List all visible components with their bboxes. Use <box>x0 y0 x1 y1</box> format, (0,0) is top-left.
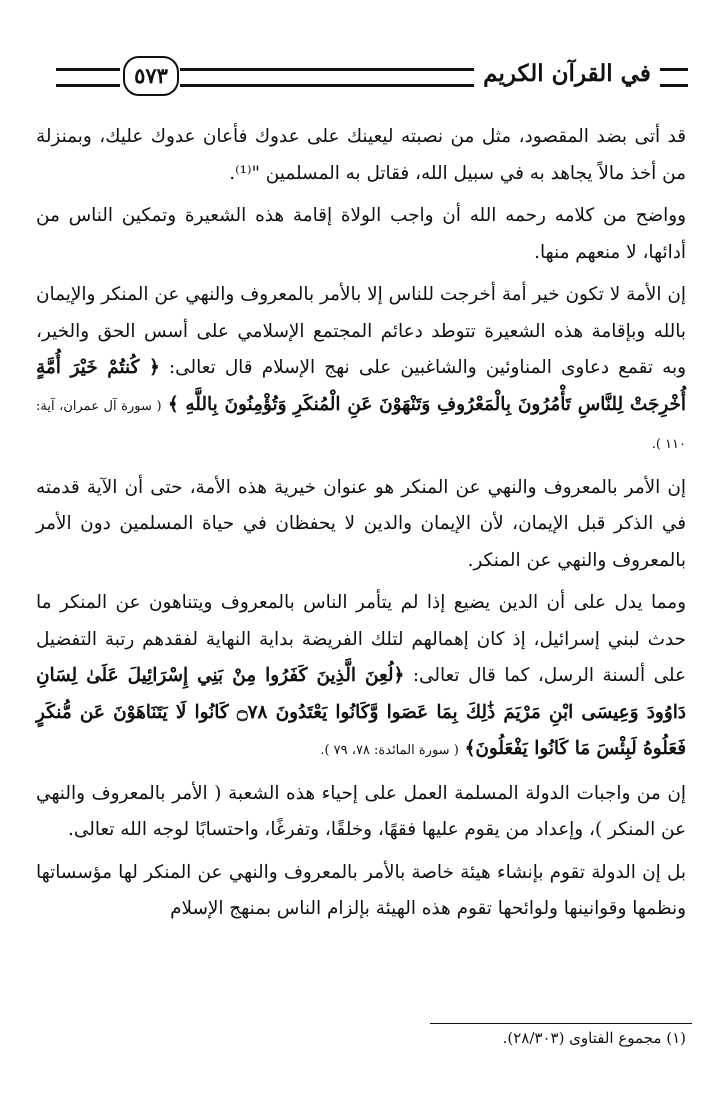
paragraph <box>36 585 686 770</box>
page-body <box>36 119 686 934</box>
quran-verse: ﴿ كُنتُمْ خَيْرَ أُمَّةٍ أُخْرِجَتْ لِلنَّاسِ تَأْمُرُونَ بِالْمَعْرُوفِ وَتَنْهَوْنَ عَنِ الْمُنكَرِ وَتُؤْمِنُونَ بِاللَّهِ ﴾ <box>36 357 686 415</box>
paragraph <box>36 470 686 580</box>
page-header <box>56 54 688 98</box>
paragraph <box>36 277 686 464</box>
paragraph-text: إن من واجبات الدولة المسلمة العمل على إحياء هذه الشعبة ( الأمر بالمعروف والنهي عن المنكر )، وإعداد من يقوم عليها فقهًا، وخلقًا، وتفرغًا، واحتسابًا لوجه الله تعالى. <box>36 782 686 840</box>
paragraph-text: ومما يدل على أن الدين يضيع إذا لم يتأمر الناس بالمعروف ويتناهون عن المنكر ما حدث لبني إسرائيل، إذ كان إهمالهم لتلك الفريضة بداية النهاية لفقدهم رتبة التفضيل على ألسنة الرسل، كما قال تعالى: <box>36 592 686 686</box>
paragraph-text: إن الأمة لا تكون خير أمة أخرجت للناس إلا بالأمر بالمعروف والنهي عن المنكر والإيمان بالله وبإقامة هذه الشعيرة تتوطد دعائم المجتمع الإسلامي على أسس الحق والخير، وبه تقمع دعاوى المناوئين والشاغبين على نهج الإسلام قال تعالى: <box>36 284 686 378</box>
page-number: ٥٧٣ <box>123 56 179 96</box>
footnote-separator <box>430 1023 692 1024</box>
paragraph-text: قد أتى بضد المقصود، مثل من نصبته ليعينك على عدوك فأعان عدوك عليك، وبمنزلة من أخذ مالاً يجاهد به في سبيل الله، فقاتل به المسلمين "⁽¹⁾. <box>36 126 686 184</box>
paragraph-text: بل إن الدولة تقوم بإنشاء هيئة خاصة بالأمر بالمعروف والنهي عن المنكر لها مؤسساتها ونظمها وقوانينها ولوائحها تقوم هذه الهيئة بإلزام الناس بمنهج الإسلام <box>36 861 686 919</box>
verse-reference: ( سورة آل عمران، آية: ١١٠ ). <box>36 398 686 452</box>
footnote: (١) مجموع الفتاوى (٢٨/٣٠٣). <box>502 1029 686 1047</box>
header-rule-left <box>56 68 120 87</box>
paragraph-text: إن الأمر بالمعروف والنهي عن المنكر هو عنوان خيرية هذه الأمة، حتى أن الآية قدمته في الذكر قبل الإيمان، لأن الإيمان والدين لا يحفظان في حياة المسلمين دون الأمر بالمعروف والنهي عن المنكر. <box>36 476 686 571</box>
verse-reference: ( سورة المائدة: ٧٨، ٧٩ ). <box>320 743 459 758</box>
quran-verse: ﴿لُعِنَ الَّذِينَ كَفَرُوا مِنْ بَنِي إِسْرَائِيلَ عَلَىٰ لِسَانِ دَاوُودَ وَعِيسَى ابْنِ مَرْيَمَ ذَٰلِكَ بِمَا عَصَوا وَّكَانُوا يَعْتَدُونَ ۝٧٨ كَانُوا لَا يَتَنَاهَوْنَ عَن مُّنكَرٍ فَعَلُوهُ لَبِئْسَ مَا كَانُوا يَفْعَلُونَ﴾ <box>36 665 686 759</box>
paragraph <box>36 855 686 928</box>
header-rule-right <box>660 68 688 87</box>
paragraph <box>36 119 686 192</box>
paragraph <box>36 776 686 849</box>
paragraph <box>36 198 686 271</box>
paragraph-text: وواضح من كلامه رحمه الله أن واجب الولاة إقامة هذه الشعيرة وتمكين الناس من أدائها، لا منعهم منها. <box>36 205 686 263</box>
running-title: في القرآن الكريم <box>483 60 651 87</box>
header-rule-middle <box>180 68 474 87</box>
